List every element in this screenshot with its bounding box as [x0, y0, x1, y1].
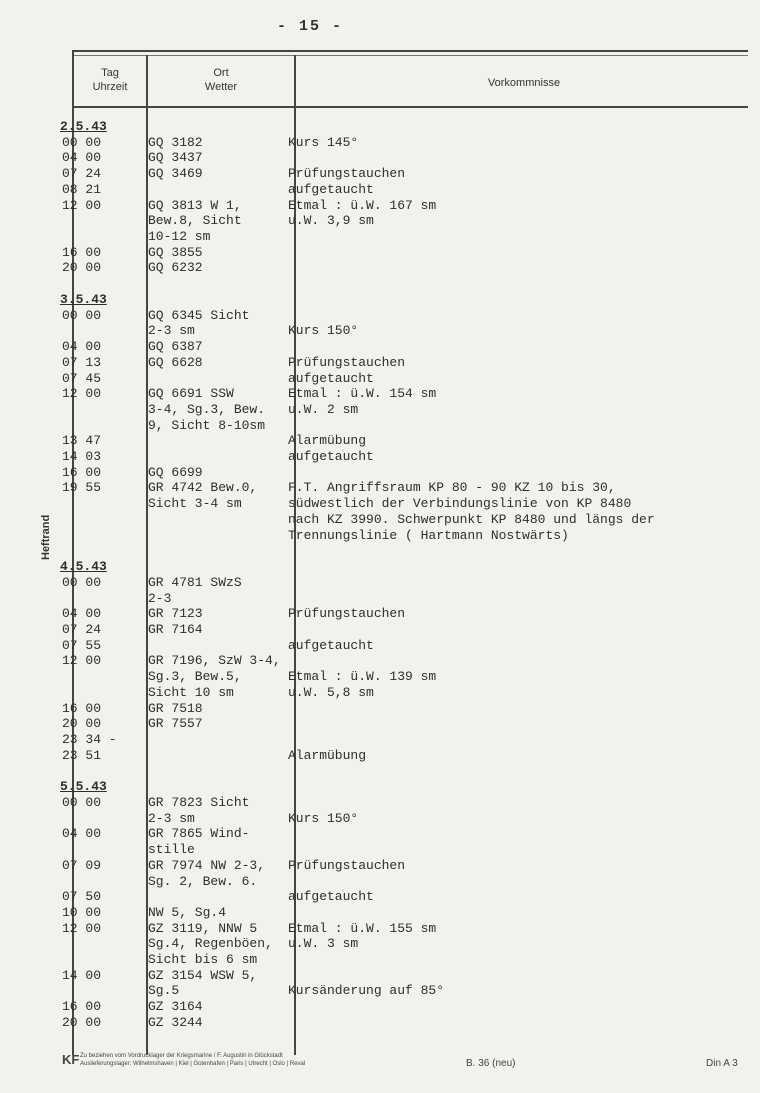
date-row — [0, 119, 760, 134]
entry-position-weather: GQ 6232 — [148, 260, 203, 276]
entry-position-weather: Sg.5 — [148, 983, 180, 999]
entry-event: F.T. Angriffsraum KP 80 - 90 KZ 10 bis 30, — [288, 480, 616, 496]
log-entry-row — [0, 685, 760, 700]
log-entry-row — [0, 150, 760, 165]
log-entry-row — [0, 229, 760, 244]
entry-event: Prüfungstauchen — [288, 606, 406, 622]
form-number: B. 36 (neu) — [466, 1058, 516, 1069]
entry-position-weather: Sg.4, Regenböen, — [148, 936, 273, 952]
entry-time: 04 00 — [62, 150, 102, 166]
entry-time: 07 50 — [62, 889, 102, 905]
entry-event: aufgetaucht — [288, 181, 374, 197]
entry-time: 04 00 — [62, 606, 102, 622]
entry-time: 16 00 — [62, 464, 102, 480]
entry-position-weather: GZ 3244 — [148, 1014, 203, 1030]
log-entry-row — [0, 826, 760, 841]
date-label: 2.5.43 — [60, 119, 107, 134]
entry-time: 12 00 — [62, 653, 102, 669]
log-entry-row — [0, 260, 760, 275]
log-entry-row — [0, 952, 760, 967]
log-entry-row — [0, 999, 760, 1014]
log-entry-row — [0, 606, 760, 621]
entry-position-weather: 2-3 sm — [148, 810, 195, 826]
entry-event: Etmal : ü.W. 154 sm — [288, 386, 437, 402]
log-entry-row — [0, 512, 760, 527]
entry-position-weather: stille — [148, 842, 195, 858]
log-entry-row — [0, 842, 760, 857]
footer-printer-line: Auslieferungslager: Wilhelmshaven | Kiel | Gotenhafen | Paris | Utrecht | Oslo | Reval — [80, 1061, 306, 1067]
entry-position-weather: 2-3 sm — [148, 323, 195, 339]
entry-time: 04 00 — [62, 826, 102, 842]
entry-event: u.W. 3 sm — [288, 936, 359, 952]
entry-time: 16 00 — [62, 999, 102, 1015]
entry-position-weather: GZ 3164 — [148, 999, 203, 1015]
entry-position-weather: GZ 3154 WSW 5, — [148, 967, 258, 983]
log-entry-row — [0, 371, 760, 386]
entry-position-weather: GQ 3813 W 1, — [148, 197, 242, 213]
entry-position-weather: Sicht 10 sm — [148, 684, 234, 700]
log-entry-row — [0, 653, 760, 668]
entry-position-weather: GR 4742 Bew.0, — [148, 480, 258, 496]
log-entry-row — [0, 732, 760, 747]
entry-event: aufgetaucht — [288, 889, 374, 905]
log-entry-row — [0, 983, 760, 998]
entry-position-weather: GZ 3119, NNW 5 — [148, 920, 258, 936]
entry-time: 07 24 — [62, 166, 102, 182]
entry-time: 07 45 — [62, 370, 102, 386]
entry-position-weather: GR 7518 — [148, 700, 203, 716]
log-entry-row — [0, 811, 760, 826]
entry-time: 23 51 — [62, 747, 102, 763]
log-entry-row — [0, 433, 760, 448]
log-entry-row — [0, 449, 760, 464]
log-entry-row — [0, 339, 760, 354]
page-number: - 15 - — [276, 18, 343, 35]
log-entry-row — [0, 905, 760, 920]
header-day-time — [76, 66, 144, 94]
entry-event: Trennungslinie ( Hartmann Nostwärts) — [288, 527, 569, 543]
log-entry-row — [0, 874, 760, 889]
entry-event: Prüfungstauchen — [288, 354, 406, 370]
log-entry-row — [0, 198, 760, 213]
entry-time: 07 55 — [62, 637, 102, 653]
entry-position-weather: GR 7974 NW 2-3, — [148, 857, 266, 873]
entry-position-weather: Sicht 3-4 sm — [148, 496, 242, 512]
log-entry-row — [0, 1015, 760, 1030]
entry-position-weather: 3-4, Sg.3, Bew. — [148, 401, 266, 417]
entry-event: Alarmübung — [288, 433, 367, 449]
entry-event: südwestlich der Verbindungslinie von KP 8480 — [288, 496, 632, 512]
entry-time: 07 24 — [62, 622, 102, 637]
log-entry-row — [0, 858, 760, 873]
entry-position-weather: GR 7123 — [148, 606, 203, 622]
entry-position-weather: GR 7865 Wind- — [148, 826, 250, 842]
entry-event: u.W. 5,8 sm — [288, 684, 374, 700]
entry-position-weather: NW 5, Sg.4 — [148, 904, 227, 920]
date-row — [0, 292, 760, 307]
log-entry-row — [0, 386, 760, 401]
entry-time: 00 00 — [62, 795, 102, 810]
entry-position-weather: Sg. 2, Bew. 6. — [148, 873, 258, 889]
entry-event: Etmal : ü.W. 139 sm — [288, 669, 437, 685]
log-entry-row — [0, 921, 760, 936]
log-entry-row — [0, 182, 760, 197]
entry-time: 14 00 — [62, 967, 102, 983]
log-entry-row — [0, 795, 760, 810]
date-label: 3.5.43 — [60, 292, 107, 307]
log-entry-row — [0, 748, 760, 763]
entry-time: 20 00 — [62, 1014, 102, 1030]
entry-event: u.W. 2 sm — [288, 401, 359, 417]
header-place-label: Ort — [213, 67, 229, 79]
entry-position-weather: 2-3 — [148, 590, 172, 606]
entry-event: u.W. 3,9 sm — [288, 213, 374, 229]
header-events: Vorkommnisse — [487, 77, 561, 89]
entry-time: 20 00 — [62, 260, 102, 276]
entry-position-weather: 10-12 sm — [148, 228, 211, 244]
log-entry-row — [0, 716, 760, 731]
log-entry-row — [0, 480, 760, 495]
entry-time: 20 00 — [62, 716, 102, 732]
entry-position-weather: Sg.3, Bew.5, — [148, 669, 242, 685]
log-entry-row — [0, 323, 760, 338]
entry-time: 10 00 — [62, 904, 102, 920]
log-entry-row — [0, 402, 760, 417]
entry-time: 12 00 — [62, 386, 102, 402]
date-row — [0, 559, 760, 574]
entry-position-weather: Bew.8, Sicht — [148, 213, 242, 229]
entry-position-weather: GR 7557 — [148, 716, 203, 732]
header-place-weather — [150, 66, 292, 94]
entry-position-weather: GQ 3469 — [148, 166, 203, 182]
entry-time: 08 21 — [62, 181, 102, 197]
log-entry-row — [0, 936, 760, 951]
paper-size: Din A 3 — [706, 1058, 738, 1069]
entry-event: aufgetaucht — [288, 370, 374, 386]
entry-position-weather: GQ 6691 SSW — [148, 386, 234, 402]
entry-time: 23 34 - — [62, 731, 117, 747]
entry-position-weather: GQ 3182 — [148, 134, 203, 150]
entry-event: Prüfungstauchen — [288, 857, 406, 873]
entry-time: 00 00 — [62, 307, 102, 323]
header-rule — [72, 106, 748, 108]
log-entry-row — [0, 591, 760, 606]
log-entry-row — [0, 968, 760, 983]
header-day-label: Tag — [101, 67, 119, 79]
log-entry-row — [0, 213, 760, 228]
log-entry-row — [0, 669, 760, 684]
date-label: 5.5.43 — [60, 779, 107, 795]
log-entry-row — [0, 308, 760, 323]
entry-event: Etmal : ü.W. 155 sm — [288, 920, 437, 936]
date-row — [0, 779, 760, 794]
entry-position-weather: GQ 6628 — [148, 354, 203, 370]
log-entry-row — [0, 135, 760, 150]
entry-position-weather: Sicht bis 6 sm — [148, 952, 258, 967]
entry-time: 12 00 — [62, 920, 102, 936]
table-top-rule — [72, 50, 748, 52]
entry-position-weather: GR 7196, SzW 3-4, — [148, 653, 281, 669]
entry-time: 16 00 — [62, 244, 102, 260]
entry-position-weather: 9, Sicht 8-10sm — [148, 417, 266, 433]
log-entry-row — [0, 528, 760, 543]
entry-time: 12 00 — [62, 197, 102, 213]
log-entry-row — [0, 638, 760, 653]
entry-event: Kurs 145° — [288, 134, 359, 150]
entry-time: 14 03 — [62, 449, 102, 464]
entry-time: 19 55 — [62, 480, 102, 496]
entry-position-weather: GQ 3855 — [148, 244, 203, 260]
entry-event: Prüfungstauchen — [288, 166, 406, 182]
log-entry-row — [0, 245, 760, 260]
entry-time: 00 00 — [62, 134, 102, 150]
entry-position-weather: GR 7823 Sicht — [148, 795, 250, 810]
entry-event: Kurs 150° — [288, 323, 359, 339]
entry-time: 16 00 — [62, 700, 102, 716]
entry-time: 07 13 — [62, 354, 102, 370]
log-entry-row — [0, 701, 760, 716]
header-time-label: Uhrzeit — [92, 81, 128, 93]
log-entry-row — [0, 355, 760, 370]
log-entry-row — [0, 622, 760, 637]
entry-time: 13 47 — [62, 433, 102, 449]
entry-position-weather: GQ 3437 — [148, 150, 203, 166]
log-entry-row — [0, 166, 760, 181]
entry-position-weather: GQ 6345 Sicht — [148, 307, 250, 323]
margin-label: Heftrand — [40, 514, 52, 560]
footer-printer-line: Zu beziehen vom Vordrucklager der Kriegsmarine / F. Augustin in Glückstadt — [80, 1053, 283, 1059]
header-weather-label: Wetter — [204, 81, 238, 93]
footer-mark: KF — [62, 1052, 80, 1067]
log-entry-row — [0, 418, 760, 433]
entry-position-weather: GR 4781 SWzS — [148, 574, 242, 590]
entry-time: 07 09 — [62, 857, 102, 873]
footer-printer-info — [80, 1052, 440, 1068]
entry-time: 04 00 — [62, 339, 102, 355]
entry-event: aufgetaucht — [288, 637, 374, 653]
entry-event: aufgetaucht — [288, 449, 374, 464]
log-entry-row — [0, 575, 760, 590]
table-top-rule-inner — [72, 55, 748, 56]
entry-position-weather: GR 7164 — [148, 622, 203, 637]
entry-event: Etmal : ü.W. 167 sm — [288, 197, 437, 213]
date-label: 4.5.43 — [60, 559, 107, 575]
entry-event: Kurs 150° — [288, 810, 359, 826]
log-entry-row — [0, 465, 760, 480]
log-entry-row — [0, 889, 760, 904]
entry-position-weather: GQ 6699 — [148, 464, 203, 480]
entry-event: nach KZ 3990. Schwerpunkt KP 8480 und längs der — [288, 511, 655, 527]
entry-time: 00 00 — [62, 574, 102, 590]
entry-event: Kursänderung auf 85° — [288, 983, 445, 999]
entry-event: Alarmübung — [288, 747, 367, 763]
log-entry-row — [0, 496, 760, 511]
entry-position-weather: GQ 6387 — [148, 339, 203, 355]
